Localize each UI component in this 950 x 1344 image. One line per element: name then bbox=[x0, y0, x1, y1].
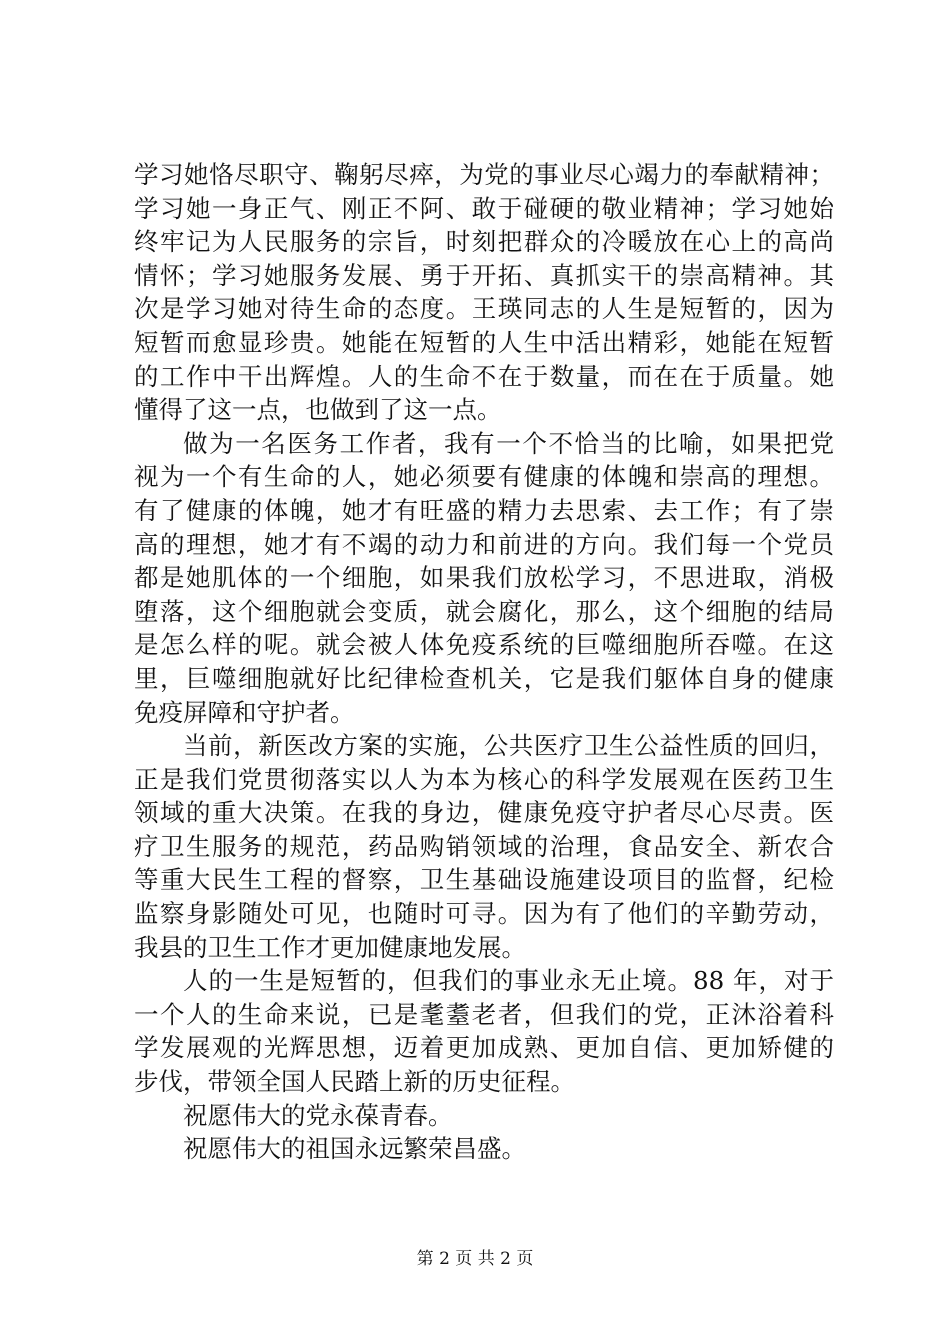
text-line: 一个人的生命来说，已是耄耋老者，但我们的党，正沐浴着科 bbox=[134, 999, 834, 1029]
text-line: 祝愿伟大的祖国永远繁荣昌盛。 bbox=[183, 1134, 526, 1164]
text-line: 学习她一身正气、刚正不阿、敢于碰硬的敬业精神；学习她始 bbox=[134, 193, 834, 223]
text-line: 祝愿伟大的党永葆青春。 bbox=[183, 1100, 453, 1130]
text-line: 情怀；学习她服务发展、勇于开拓、真抓实干的崇高精神。其 bbox=[134, 260, 834, 290]
paragraph bbox=[134, 427, 834, 729]
paragraph bbox=[134, 1132, 834, 1166]
document-body bbox=[134, 158, 834, 1166]
text-line: 里，巨噬细胞就好比纪律检查机关，它是我们躯体自身的健康 bbox=[134, 663, 834, 693]
text-line: 懂得了这一点，也做到了这一点。 bbox=[134, 395, 502, 425]
text-line: 堕落，这个细胞就会变质，就会腐化，那么，这个细胞的结局 bbox=[134, 596, 834, 626]
text-line: 监察身影随处可见，也随时可寻。因为有了他们的辛勤劳动， bbox=[134, 899, 834, 929]
text-line: 终牢记为人民服务的宗旨，时刻把群众的冷暖放在心上的高尚 bbox=[134, 227, 834, 257]
text-line: 学发展观的光辉思想，迈着更加成熟、更加自信、更加矫健的 bbox=[134, 1033, 834, 1063]
page-footer: 第 2 页 共 2 页 bbox=[416, 1249, 534, 1269]
text-line: 短暂而愈显珍贵。她能在短暂的人生中活出精彩，她能在短暂 bbox=[134, 327, 834, 357]
text-line: 我县的卫生工作才更加健康地发展。 bbox=[134, 932, 526, 962]
text-line: 人的一生是短暂的，但我们的事业永无止境。88 年，对于 bbox=[183, 966, 834, 996]
text-line: 高的理想，她才有不竭的动力和前进的方向。我们每一个党员 bbox=[134, 529, 834, 559]
paragraph bbox=[134, 1099, 834, 1133]
text-line: 正是我们党贯彻落实以人为本为核心的科学发展观在医药卫生 bbox=[134, 764, 834, 794]
text-line: 领域的重大决策。在我的身边，健康免疫守护者尽心尽责。医 bbox=[134, 798, 834, 828]
text-line: 疗卫生服务的规范，药品购销领域的治理，食品安全、新农合 bbox=[134, 831, 834, 861]
paragraph bbox=[134, 158, 834, 427]
text-line: 学习她恪尽职守、鞠躬尽瘁，为党的事业尽心竭力的奉献精神； bbox=[134, 160, 834, 189]
paragraph bbox=[134, 964, 834, 1098]
text-line: 次是学习她对待生命的态度。王瑛同志的人生是短暂的，因为 bbox=[134, 294, 834, 324]
text-line: 步伐，带领全国人民踏上新的历史征程。 bbox=[134, 1067, 575, 1097]
text-line: 视为一个有生命的人，她必须要有健康的体魄和崇高的理想。 bbox=[134, 462, 834, 492]
text-line: 等重大民生工程的督察，卫生基础设施建设项目的监督，纪检 bbox=[134, 865, 834, 895]
text-line: 免疫屏障和守护者。 bbox=[134, 697, 355, 727]
text-line: 都是她肌体的一个细胞，如果我们放松学习，不思进取，消极 bbox=[134, 563, 834, 593]
text-line: 当前，新医改方案的实施，公共医疗卫生公益性质的回归， bbox=[183, 731, 834, 761]
text-line: 做为一名医务工作者，我有一个不恰当的比喻，如果把党 bbox=[183, 428, 834, 458]
text-line: 有了健康的体魄，她才有旺盛的精力去思索、去工作；有了崇 bbox=[134, 495, 834, 525]
text-line: 是怎么样的呢。就会被人体免疫系统的巨噬细胞所吞噬。在这 bbox=[134, 630, 834, 660]
text-line: 的工作中干出辉煌。人的生命不在于数量，而在在于质量。她 bbox=[134, 361, 834, 391]
paragraph bbox=[134, 729, 834, 964]
